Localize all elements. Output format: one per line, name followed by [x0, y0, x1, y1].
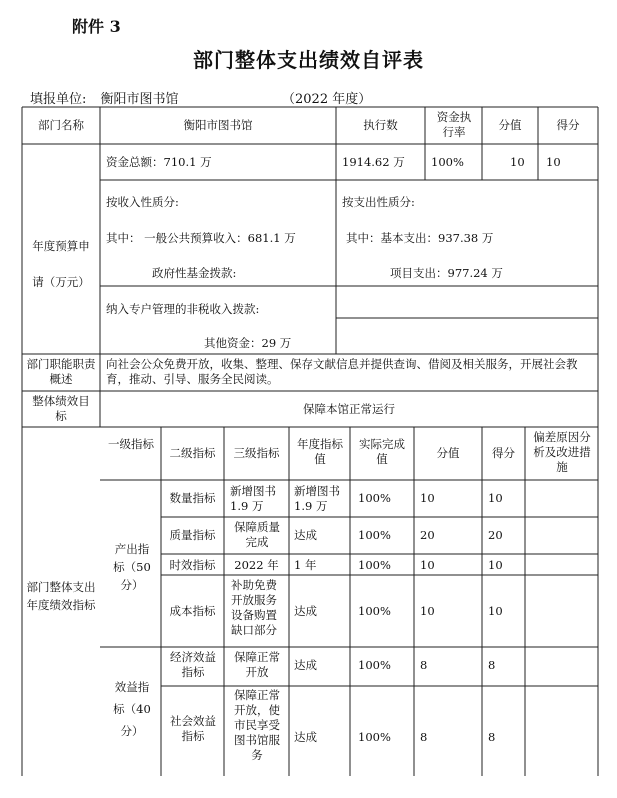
- col-level3: 三级指标: [233, 446, 280, 460]
- attachment-label: 附件 3: [72, 17, 121, 36]
- row-target: 达成: [294, 658, 317, 672]
- col-deviation: 偏差原因分析及改进措施: [533, 430, 591, 474]
- row-level3: 补助免费开放服务设备购置缺口部分: [231, 578, 277, 637]
- row-score: 10: [488, 604, 503, 618]
- row-level3: 保障正常开放，使市民享受图书馆服务: [234, 688, 280, 762]
- col-level1: 一级指标: [108, 437, 154, 451]
- report-year: （2022 年度）: [282, 92, 372, 107]
- row-actual: 100%: [358, 658, 391, 672]
- row-level2: 数量指标: [169, 491, 216, 505]
- header-dept-name: 部门名称: [38, 118, 84, 132]
- budget-expense-basic: 其中：基本支出：937.38 万: [346, 231, 494, 245]
- page-title: 部门整体支出绩效自评表: [193, 48, 424, 72]
- budget-income-general: 其中： 一般公共预算收入：681.1 万: [106, 231, 296, 245]
- row-target: 新增图书1.9 万: [294, 484, 340, 513]
- row-level3: 保障正常开放: [234, 650, 280, 679]
- budget-other-funds: 其他资金：29 万: [204, 336, 292, 350]
- budget-total: 资金总额：710.1 万: [106, 155, 212, 169]
- budget-label: 年度预算申请（万元）: [32, 239, 90, 289]
- row-value: 10: [420, 491, 435, 505]
- budget-total-score-value: 10: [510, 155, 525, 169]
- goal-label: 整体绩效目标: [32, 394, 90, 423]
- row-level2: 社会效益指标: [170, 714, 216, 743]
- header-score-value: 分值: [498, 118, 522, 132]
- row-target: 达成: [294, 528, 317, 542]
- col-actual: 实际完成值: [359, 437, 405, 466]
- row-level3: 保障质量完成: [234, 520, 280, 549]
- row-level2: 质量指标: [169, 528, 216, 542]
- row-value: 20: [420, 528, 435, 542]
- row-target: 达成: [294, 730, 317, 744]
- budget-gov-fund: 政府性基金拨款:: [152, 266, 237, 280]
- col-value: 分值: [436, 446, 460, 460]
- row-value: 8: [420, 730, 428, 744]
- row-score: 8: [488, 730, 496, 744]
- budget-total-rate: 100%: [431, 155, 464, 169]
- function-label: 部门职能职责概述: [26, 357, 96, 386]
- row-level2: 经济效益指标: [170, 650, 216, 679]
- header-exec-rate: 资金执行率: [436, 110, 472, 139]
- budget-total-score: 10: [546, 155, 561, 169]
- budget-project-expense: 项目支出：977.24 万: [390, 266, 503, 280]
- budget-by-income: 按收入性质分:: [106, 195, 179, 209]
- header-exec-count: 执行数: [363, 118, 398, 132]
- row-value: 10: [420, 604, 435, 618]
- budget-total-exec: 1914.62 万: [342, 155, 405, 169]
- col-level2: 二级指标: [169, 446, 216, 460]
- row-actual: 100%: [358, 730, 391, 744]
- row-value: 10: [420, 558, 435, 572]
- col-score: 得分: [492, 446, 515, 460]
- col-target: 年度指标值: [297, 437, 343, 466]
- row-score: 10: [488, 491, 503, 505]
- row-actual: 100%: [358, 558, 391, 572]
- function-text: 向社会公众免费开放，收集、整理、保存文献信息并提供查询、借阅及相关服务，开展社会教育，推动、引导、服务全民阅读。: [106, 357, 578, 386]
- budget-by-expense: 按支出性质分:: [342, 195, 415, 209]
- row-level3: 2022 年: [234, 558, 279, 572]
- output-label: 产出指标（50 分）: [113, 542, 151, 592]
- row-level2: 时效指标: [169, 558, 216, 572]
- fill-unit-label: 填报单位:: [30, 92, 87, 107]
- row-target: 达成: [294, 604, 317, 618]
- row-score: 20: [488, 528, 503, 542]
- header-score: 得分: [556, 118, 580, 132]
- perf-label: 部门整体支出年度绩效指标: [26, 580, 96, 612]
- budget-special-account: 纳入专户管理的非税收入拨款:: [106, 302, 260, 316]
- row-level2: 成本指标: [169, 604, 216, 618]
- row-target: 1 年: [294, 558, 317, 572]
- row-value: 8: [420, 658, 428, 672]
- goal-text: 保障本馆正常运行: [303, 402, 395, 416]
- row-level3: 新增图书1.9 万: [230, 484, 276, 513]
- row-actual: 100%: [358, 491, 391, 505]
- benefit-label: 效益指标（40 分）: [113, 680, 151, 738]
- row-score: 10: [488, 558, 503, 572]
- fill-unit-value: 衡阳市图书馆: [100, 92, 179, 107]
- row-actual: 100%: [358, 604, 391, 618]
- header-dept-value: 衡阳市图书馆: [183, 118, 253, 132]
- row-score: 8: [488, 658, 496, 672]
- row-actual: 100%: [358, 528, 391, 542]
